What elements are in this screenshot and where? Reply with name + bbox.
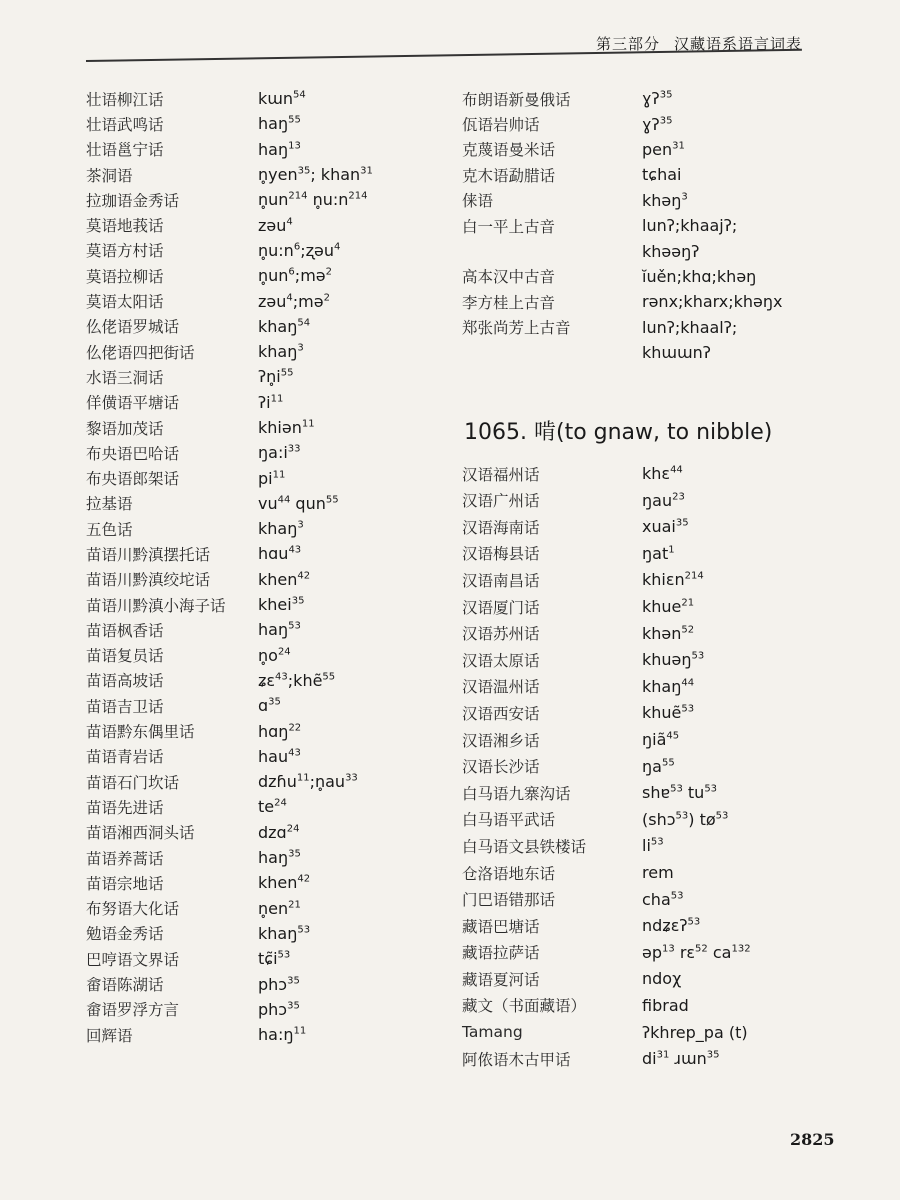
word-form: haŋ$^{55}$ [258,114,301,134]
language-name: 高本汉中古音 [462,268,556,287]
word-form: $n̥un^{214}$ $n̥u:n^{214}$ [258,190,368,210]
language-name: 茶洞语 [86,166,133,185]
entry-row [462,886,882,913]
word-form: (shɔ$^{53}$) $tø^{53}$ [642,809,729,829]
language-name: 藏语夏河话 [462,970,540,989]
entry-row [86,162,446,187]
entry-row [86,744,446,769]
word-form: cha$^{53}$ [642,889,684,909]
language-name: 苗语川黔滇绞坨话 [86,571,211,590]
word-form: $pi^{11}$ [258,468,286,488]
entry-row [86,592,446,617]
entry-row [462,540,882,567]
word-form: zəu$^4$;mə$^2$ [258,291,330,311]
entry-row [86,364,446,389]
language-name: 门巴语错那话 [462,891,556,910]
word-form: $n̥un^6;mə^2$ [258,266,332,286]
entry-row [86,137,446,162]
word-form: khaŋ$^3$ [258,519,304,539]
word-form: $n̥u:n^6;ʐəu^4$ [258,240,341,260]
entry-row [462,646,882,673]
word-form: $dzɦu^{11};n̥au^{33}$ [258,772,358,792]
word-form: khiən$^{11}$ [258,418,315,437]
entry-row [86,921,446,946]
word-form: ʔi$^{11}$ [258,392,284,412]
entry-row [86,288,446,313]
language-name: 汉语梅县话 [462,545,540,564]
word-form: ĭuěn;khɑ;khəŋ [642,266,757,286]
entry-row [86,465,446,490]
word-form: ɣʔ$^{35}$ [642,89,673,109]
page-number: 2825 [790,1130,835,1149]
entry-row [86,794,446,819]
header-part: 第三部分 [596,35,661,53]
entry-row [86,541,446,566]
language-name: 苗语石门坎话 [86,773,180,792]
entry-row [462,238,882,263]
word-form: phɔ$^{35}$ [258,999,300,1019]
word-form: $ha:ŋ^{11}$ [258,1025,307,1045]
language-name: 苗语川黔滇小海子话 [86,596,226,615]
language-name: 畲语陈湖话 [86,976,164,995]
entry-row [86,718,446,743]
entry-row [462,460,882,487]
language-name: 佤语岩帅话 [462,116,540,135]
left-column [86,86,446,1047]
entry-row [462,912,882,939]
word-form: $ŋa^{55}$ [642,756,675,776]
language-name: 五色话 [86,520,133,539]
word-form: $ŋa:i^{33}$ [258,443,301,463]
word-form: khən$^{52}$ [642,623,695,643]
language-name: 畲语罗浮方言 [86,1001,180,1020]
language-name: 汉语温州话 [462,678,540,697]
language-name: 汉语苏州话 [462,625,540,644]
entry-row [86,643,446,668]
word-form: $di^{31}$ ɹɯn$^{35}$ [642,1049,720,1069]
entry-row [86,820,446,845]
language-name: 汉语海南话 [462,518,540,537]
language-name: 汉语湘乡话 [462,731,540,750]
entry-row [86,845,446,870]
word-form: hau$^{43}$ [258,746,301,766]
entry-row [462,289,882,314]
entry-row [462,315,882,340]
entry-row [462,1045,882,1072]
entry-row [462,700,882,727]
word-form: ŋiã$^{45}$ [642,730,680,750]
entry-row [86,516,446,541]
language-name: 白马语平武话 [462,811,556,830]
language-name: 克蔑语曼米话 [462,141,556,160]
word-form: khaŋ$^{44}$ [642,676,695,696]
right-top-list [462,86,882,365]
language-name: 郑张尚芳上古音 [462,319,571,338]
language-name: 仓洛语地东话 [462,864,556,883]
word-form: əp$^{13}$ rɛ$^{52}$ $ca^{132}$ [642,942,751,962]
language-name: 克木语勐腊话 [462,166,556,185]
word-form: haŋ$^{13}$ [258,139,301,159]
entry-row [86,187,446,212]
language-name: 莫语地莪话 [86,217,164,236]
language-name: 莫语方村话 [86,242,164,261]
word-form: haŋ$^{53}$ [258,620,301,640]
word-form: ŋau$^{23}$ [642,490,685,510]
entry-row [86,390,446,415]
language-name: 仫佬语罗城话 [86,318,180,337]
word-form: phɔ$^{35}$ [258,974,300,994]
language-name: 拉基语 [86,495,133,514]
entry-heading [464,415,882,446]
language-name: 汉语广州话 [462,492,540,511]
language-name: 壮语武鸣话 [86,115,164,134]
word-form: khen$^{42}$ [258,873,311,893]
entry-row [462,859,882,886]
language-name: 莫语拉柳话 [86,267,164,286]
language-name: 白马语文县铁楼话 [462,837,587,856]
word-form: khaŋ$^{54}$ [258,316,311,336]
language-name: 苗语枫香话 [86,621,164,640]
entry-row [462,111,882,136]
entry-row [86,896,446,921]
entry-row [86,491,446,516]
entry-row [462,753,882,780]
language-name: 布央语巴哈话 [86,444,180,463]
word-form: n̥yen$^{35}$; khan$^{31}$ [258,165,373,185]
language-name: 佯僙语平塘话 [86,394,180,413]
entry-row [86,212,446,237]
entry-row [86,314,446,339]
language-name: 苗语先进话 [86,798,164,817]
language-name: 汉语福州话 [462,465,540,484]
word-form: khei$^{35}$ [258,595,305,615]
entry-row [86,769,446,794]
word-form: $vu^{44}$ qun$^{55}$ [258,493,339,513]
entry-row [86,617,446,642]
entry-row [462,213,882,238]
language-name: 苗语青岩话 [86,748,164,767]
word-form: ndʑɛʔ$^{53}$ [642,916,701,936]
entry-headword: 啃(to gnaw, to nibble) [533,420,773,446]
language-name: 汉语太原话 [462,651,540,670]
word-form: lunʔ;khaalʔ; [642,317,738,337]
entry-row [462,806,882,833]
entry-number: 1065. [464,420,527,446]
entry-row [462,673,882,700]
entry-row [86,415,446,440]
word-form: khəŋ$^3$ [642,190,688,210]
entry-row [462,162,882,187]
language-name: 苗语吉卫话 [86,697,164,716]
entry-row [86,86,446,111]
entry-row [86,668,446,693]
word-form: rənx;kharx;khəŋx [642,292,783,312]
entry-row [462,966,882,993]
language-name: 苗语湘西洞头话 [86,824,195,843]
word-form: fibrad [642,995,689,1015]
word-form: $n̥o^{24}$ [258,645,291,665]
language-name: 藏语拉萨话 [462,944,540,963]
language-name: 巴哼语文界话 [86,950,180,969]
header-rule [86,49,802,62]
language-name: 苗语川黔滇摆托话 [86,545,211,564]
word-form: $li^{53}$ [642,836,664,856]
entry-row [86,567,446,592]
entry-row [462,992,882,1019]
entry-row [86,238,446,263]
language-name: 壮语柳江话 [86,90,164,109]
entry-row [462,137,882,162]
language-name: 汉语长沙话 [462,758,540,777]
right-bottom-list [462,460,882,1072]
word-form: khəəŋʔ [642,241,700,261]
word-form: zəu$^4$ [258,215,293,235]
entry-row [86,111,446,136]
entry-row [462,939,882,966]
entry-row [86,1022,446,1047]
language-name: 苗语高坡话 [86,672,164,691]
entry-row [462,833,882,860]
word-form: ʔkhrep_pa (t) [642,1022,748,1042]
language-name: 勉语金秀话 [86,925,164,944]
language-name: 回辉语 [86,1026,133,1045]
entry-row [462,340,882,365]
entry-row [462,1019,882,1046]
entry-row [462,593,882,620]
language-name: 藏文（书面藏语） [462,997,587,1016]
word-form: khaŋ$^{53}$ [258,923,311,943]
word-form: rem [642,863,674,882]
word-form: khɛ$^{44}$ [642,464,683,484]
language-name: 莫语太阳话 [86,293,164,312]
entry-row [86,870,446,895]
right-column [462,86,882,1072]
word-form: $tɕ̃i^{53}$ [258,949,291,969]
language-name: 白一平上古音 [462,217,556,236]
word-form: khen$^{42}$ [258,569,311,589]
language-name: 汉语西安话 [462,704,540,723]
word-form: dzɑ$^{24}$ [258,822,300,842]
entry-row [86,693,446,718]
language-name: 李方桂上古音 [462,293,556,312]
word-form: ndoχ [642,969,682,989]
entry-row [462,726,882,753]
entry-row [462,567,882,594]
word-form: ɑ$^{35}$ [258,696,281,716]
word-form: ɣʔ$^{35}$ [642,114,673,134]
language-name: 阿侬语木古甲话 [462,1050,571,1069]
entry-row [462,779,882,806]
header-title: 汉藏语系语言词表 [674,35,803,53]
language-name: 黎语加茂话 [86,419,164,438]
word-form: xuai$^{35}$ [642,517,689,537]
word-form: khɯɯnʔ [642,343,711,363]
word-form: khuẽ$^{53}$ [642,703,695,723]
language-name: 布朗语新曼俄话 [462,90,571,109]
word-form: khiɛn$^{214}$ [642,570,704,590]
word-form: ʑɛ$^{43}$;khẽ$^{55}$ [258,670,336,690]
language-name: Tamang [462,1023,523,1042]
entry-row [86,263,446,288]
word-form: haŋ$^{35}$ [258,848,301,868]
language-name: 苗语养蒿话 [86,849,164,868]
language-name: 布央语郎架话 [86,470,180,489]
language-name: 拉珈语金秀话 [86,191,180,210]
language-name: 苗语宗地话 [86,874,164,893]
entry-row [86,440,446,465]
word-form: lunʔ;khaajʔ; [642,216,738,236]
word-form: $ʔn̥i^{55}$ [258,367,294,387]
word-form: hɑu$^{43}$ [258,544,302,564]
word-form: $n̥en^{21}$ [258,898,301,918]
word-form: khue$^{21}$ [642,597,695,617]
entry-row [462,264,882,289]
language-name: 苗语复员话 [86,647,164,666]
entry-row [462,188,882,213]
language-name: 水语三洞话 [86,368,164,387]
word-form: pen$^{31}$ [642,139,685,159]
word-form: $te^{24}$ [258,797,287,817]
word-form: kɯn$^{54}$ [258,89,306,109]
language-name: 壮语邕宁话 [86,141,164,160]
entry-row [462,86,882,111]
word-form: khaŋ$^3$ [258,342,304,362]
language-name: 藏语巴塘话 [462,917,540,936]
word-form: hɑŋ$^{22}$ [258,721,302,741]
language-name: 汉语厦门话 [462,598,540,617]
entry-row [86,946,446,971]
entry-row [86,339,446,364]
entry-row [86,997,446,1022]
language-name: 布努语大化话 [86,900,180,919]
language-name: 白马语九寨沟话 [462,784,571,803]
word-form: khuəŋ$^{53}$ [642,650,705,670]
language-name: 苗语黔东偶里话 [86,723,195,742]
entry-row [462,513,882,540]
word-form: ŋat$^1$ [642,543,675,563]
entry-row [86,971,446,996]
word-form: tɕhai [642,165,682,185]
entry-row [462,487,882,514]
language-name: 仫佬语四把街话 [86,343,195,362]
word-form: shɐ$^{53}$ $tu^{53}$ [642,783,718,803]
language-name: 汉语南昌话 [462,571,540,590]
language-name: 俫语 [462,192,494,211]
entry-row [462,620,882,647]
